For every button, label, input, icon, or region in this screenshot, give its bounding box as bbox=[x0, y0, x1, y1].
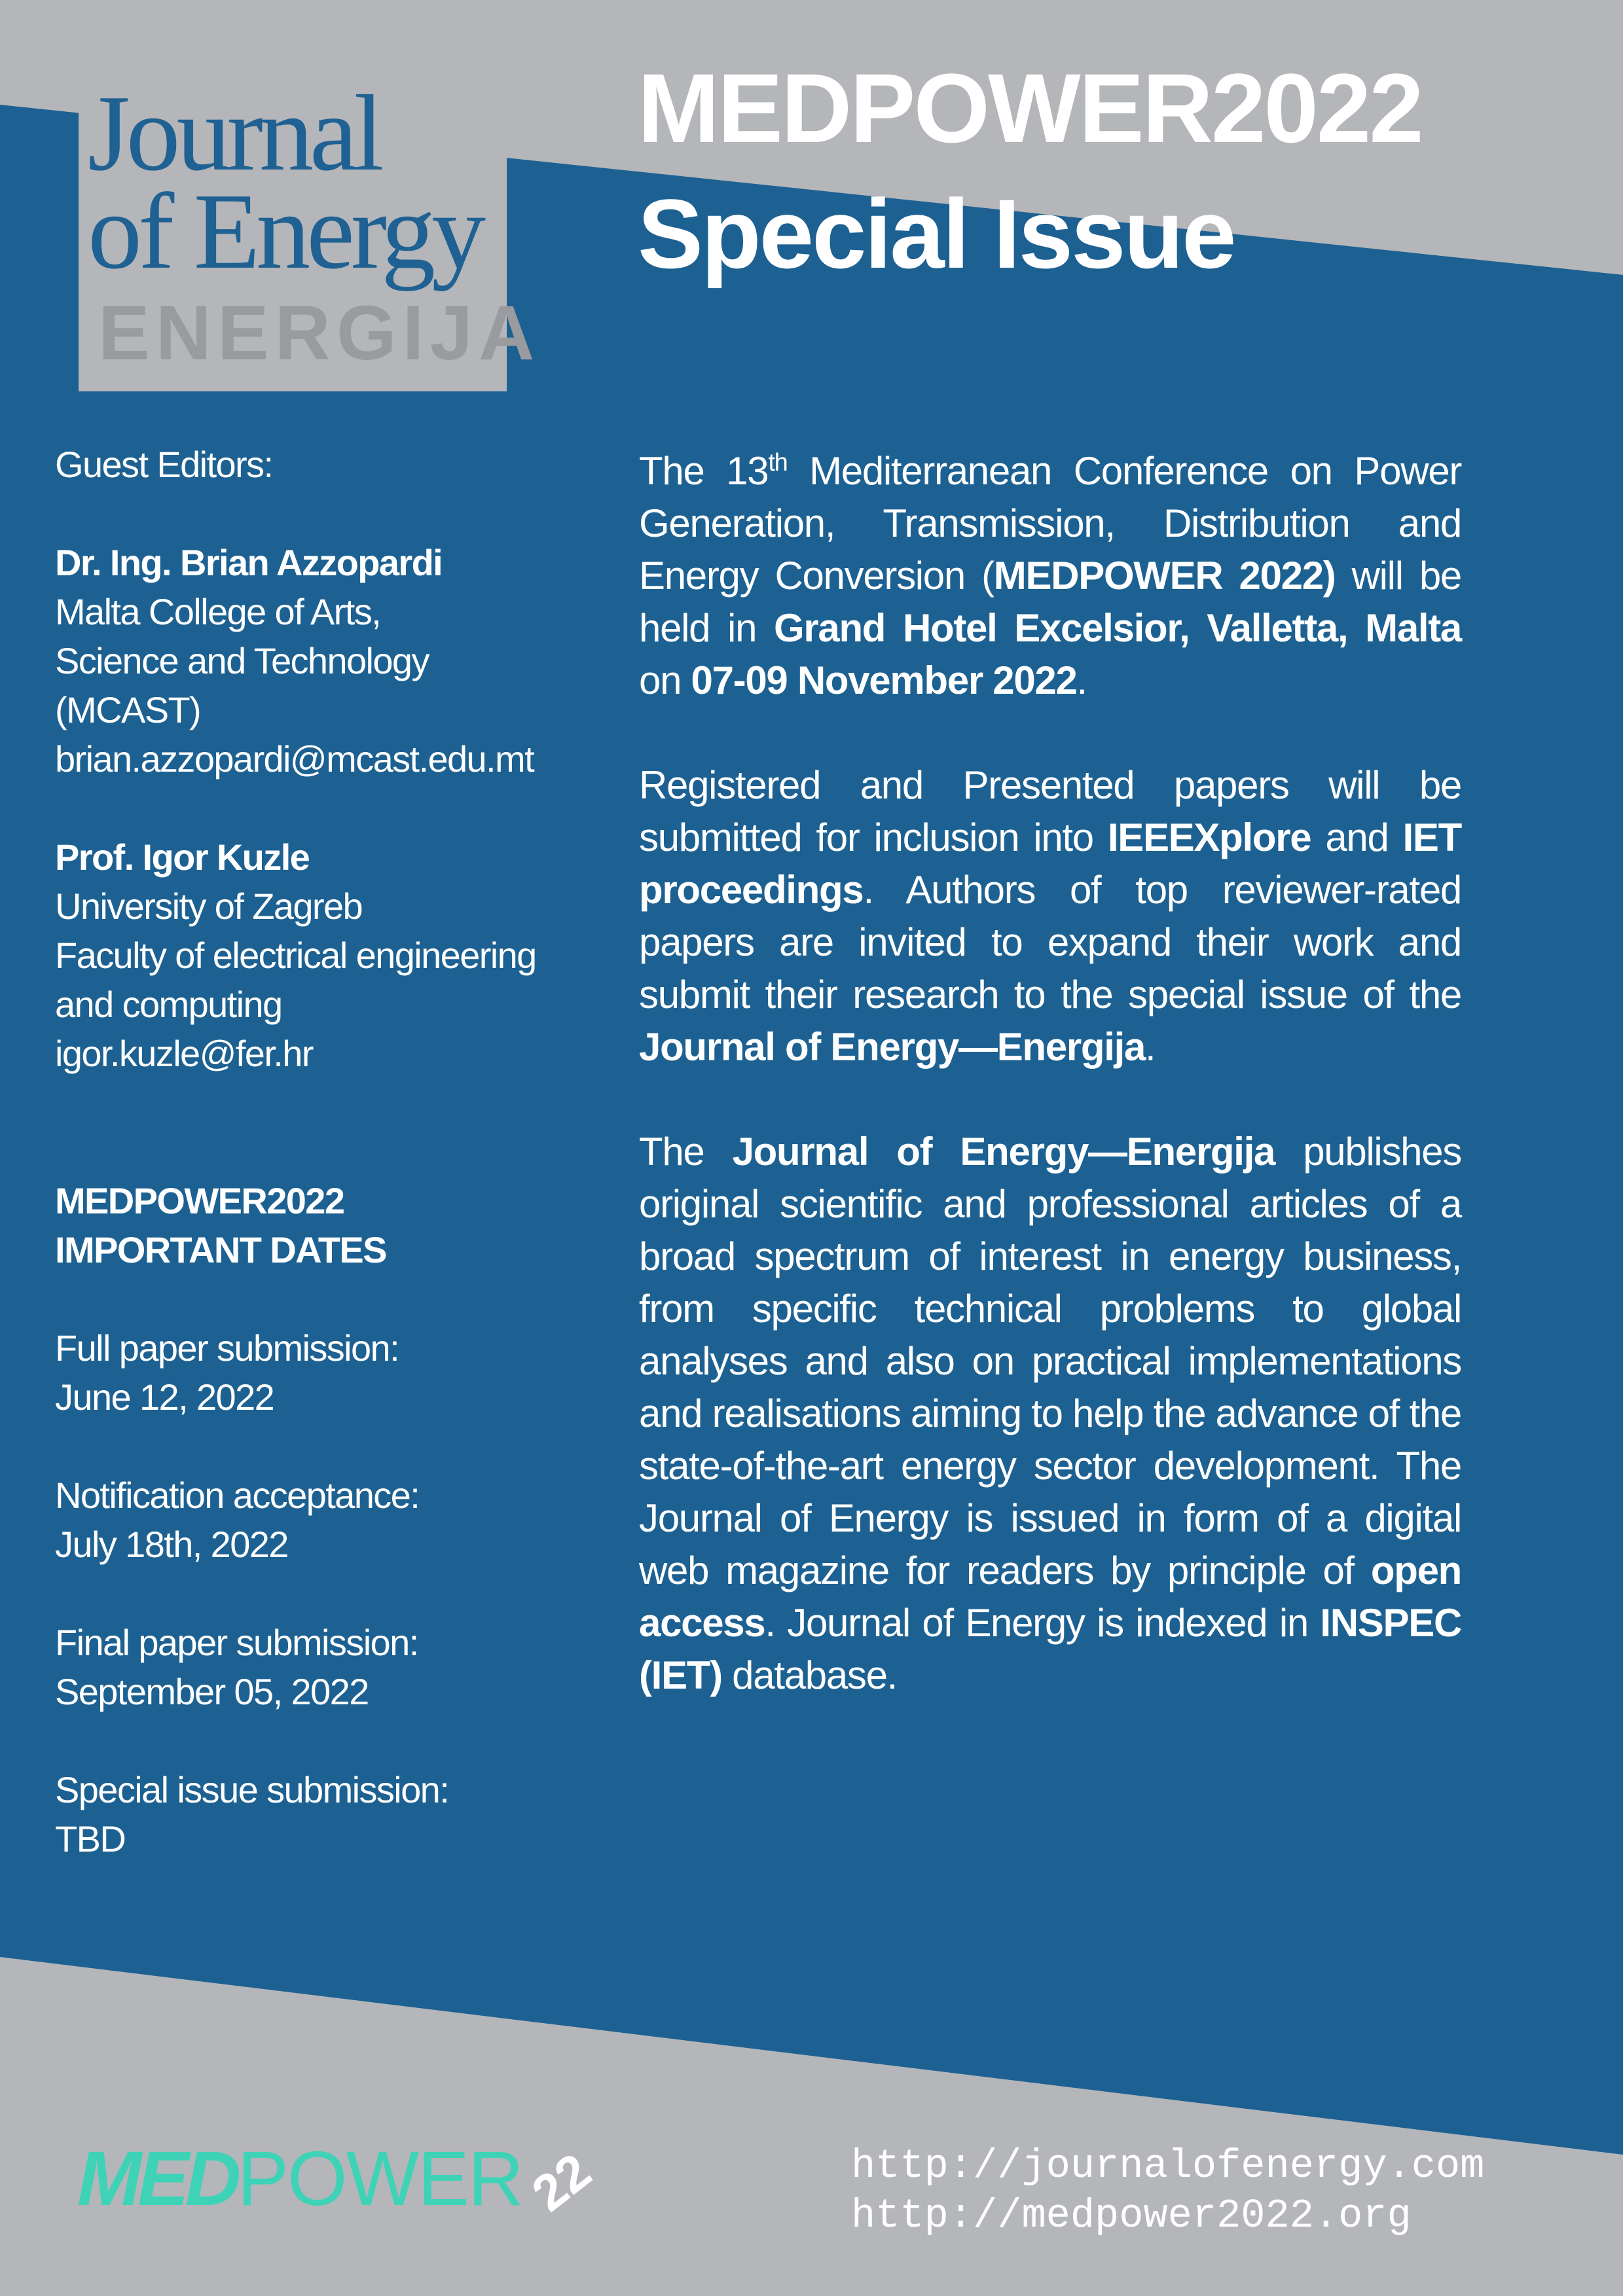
date-label-full-paper: Full paper submission: bbox=[55, 1327, 399, 1369]
editor1-name: Dr. Ing. Brian Azzopardi bbox=[55, 542, 443, 583]
dates-heading-line2: IMPORTANT DATES bbox=[55, 1229, 386, 1270]
editor2-name: Prof. Igor Kuzle bbox=[55, 836, 310, 878]
editor2-affiliation-line3: and computing bbox=[55, 984, 282, 1025]
date-label-final-paper: Final paper submission: bbox=[55, 1622, 418, 1663]
editor1-affiliation-line1: Malta College of Arts, bbox=[55, 591, 381, 632]
guest-editors-label: Guest Editors: bbox=[55, 444, 273, 485]
page-title: MEDPOWER2022 bbox=[638, 53, 1422, 163]
paragraph-journal: The Journal of Energy—Energija publishes original scientific and professional articles of a broad spectrum of interest in energy business, from specific technical problems to global analyses and also on practical implementations and realisations aiming to help the advance of the state-of-the-art energy sector development. The Journal of Energy is issued in form of a digital web magazine for readers by principle of open access. Journal of Energy is indexed in INSPEC (IET) database. bbox=[639, 1130, 1461, 1697]
date-value-full-paper: June 12, 2022 bbox=[55, 1376, 274, 1418]
logo-text-journal: Journal bbox=[88, 73, 380, 193]
page-subtitle: Special Issue bbox=[638, 179, 1235, 289]
logo-text-of-energy: of Energy bbox=[88, 171, 483, 291]
editor2-email: igor.kuzle@fer.hr bbox=[55, 1033, 313, 1074]
paragraph-papers: Registered and Presented papers will be submitted for inclusion into IEEEXplore and IET proceedings. Authors of top reviewer-rated papers are invited to expand their work and submit their research to the special issue of the Journal of Energy—Energija. bbox=[639, 763, 1461, 1069]
date-value-special-issue: TBD bbox=[55, 1818, 126, 1859]
medpower-logo bbox=[77, 2136, 602, 2223]
left-column bbox=[55, 440, 592, 1863]
medpower-logo-med: MED bbox=[77, 2136, 238, 2222]
medpower-logo-power: POWER bbox=[237, 2136, 523, 2222]
editor1-affiliation-line2: Science and Technology bbox=[55, 640, 429, 681]
main-text bbox=[639, 445, 1461, 1754]
journal-url-link[interactable]: http://journalofenergy.com bbox=[851, 2143, 1485, 2189]
editor2-affiliation-line1: University of Zagreb bbox=[55, 886, 363, 927]
footer-links bbox=[851, 2142, 1506, 2241]
editor1-email: brian.azzopardi@mcast.edu.mt bbox=[55, 738, 534, 780]
dates-heading-line1: MEDPOWER2022 bbox=[55, 1180, 344, 1221]
paragraph-conference: The 13th Mediterranean Conference on Power Generation, Transmission, Distribution and Energy Conversion (MEDPOWER 2022) will be held in Grand Hotel Excelsior, Valletta, Malta on 07-09 November 2022. bbox=[639, 449, 1462, 702]
date-label-special-issue: Special issue submission: bbox=[55, 1769, 449, 1810]
date-value-final-paper: September 05, 2022 bbox=[55, 1671, 369, 1712]
editor1-affiliation-line3: (MCAST) bbox=[55, 689, 201, 730]
journal-logo bbox=[79, 73, 541, 391]
date-label-notification: Notification acceptance: bbox=[55, 1475, 420, 1516]
medpower-logo-22: 22 bbox=[521, 2142, 602, 2223]
logo-text-energija: ENERGIJA bbox=[98, 290, 541, 376]
editor2-affiliation-line2: Faculty of electrical engineering bbox=[55, 935, 536, 976]
date-value-notification: July 18th, 2022 bbox=[55, 1524, 288, 1565]
medpower-url-link[interactable]: http://medpower2022.org bbox=[851, 2193, 1412, 2239]
